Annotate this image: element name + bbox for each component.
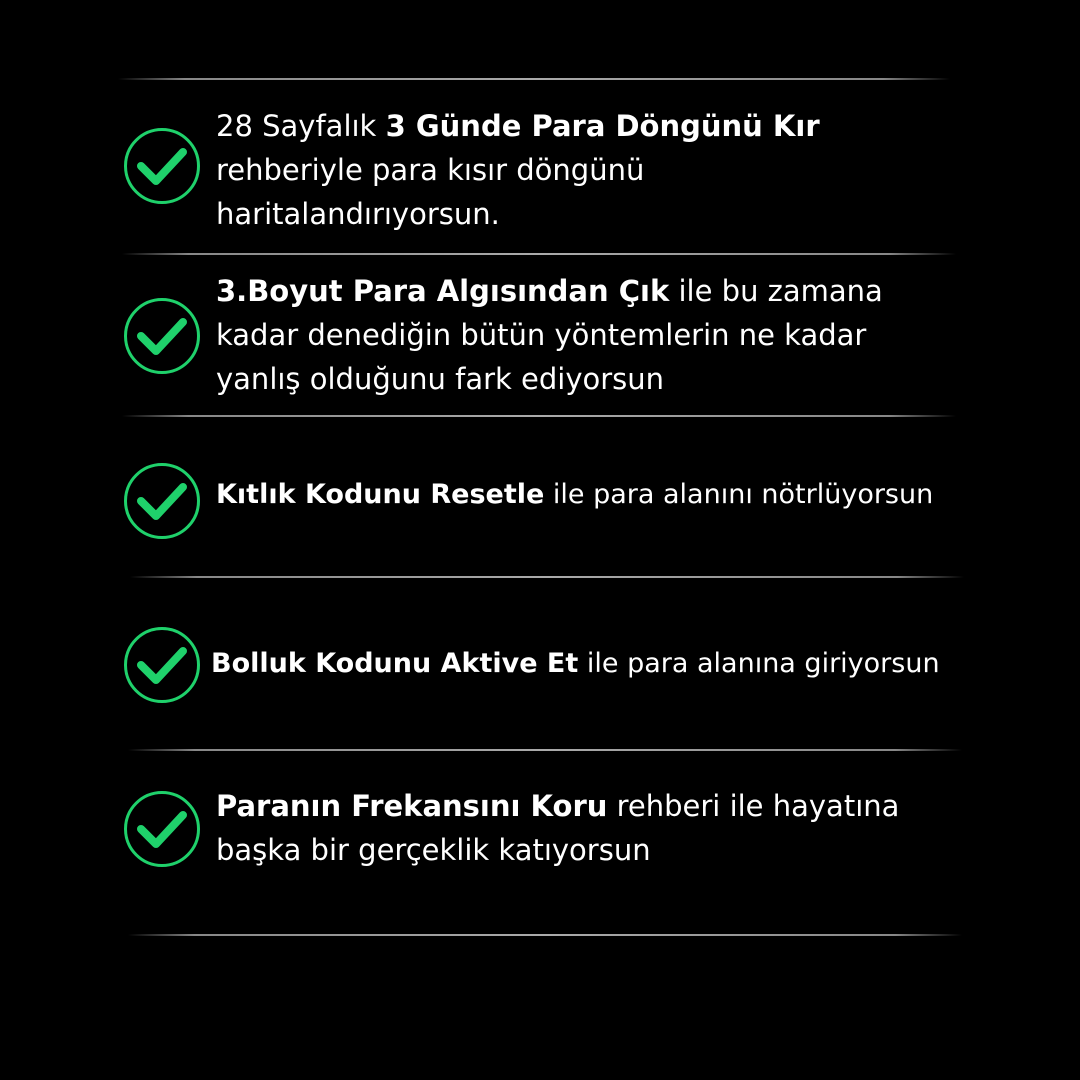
check-circle-icon — [123, 127, 201, 205]
item-title: 3 Günde Para Döngünü Kır — [385, 109, 820, 143]
item-description: rehberi ile hayatına başka bir gerçeklik katıyorsun — [216, 789, 900, 867]
item-title: 3.Boyut Para Algısından Çık — [216, 274, 670, 308]
item-title: Bolluk Kodunu Aktive Et — [211, 648, 579, 679]
item-description: ile bu zamana kadar denediğin bütün yöntemlerin ne kadar yanlış olduğunu fark ediyorsun — [216, 274, 883, 396]
check-circle-icon — [123, 462, 201, 540]
item-title: Kıtlık Kodunu Resetle — [216, 479, 545, 510]
item-text — [216, 104, 856, 236]
item-text — [216, 473, 933, 517]
item-description: ile para alanına giriyorsun — [578, 648, 940, 679]
divider-2 — [122, 415, 956, 417]
divider-3 — [130, 576, 964, 578]
item-description: rehberiyle para kısır döngünü haritalandırıyorsun. — [216, 153, 645, 231]
check-circle-icon — [123, 626, 201, 704]
item-prefix: 28 Sayfalık — [216, 109, 386, 143]
check-circle-icon — [123, 297, 201, 375]
item-description: ile para alanını nötrlüyorsun — [544, 479, 934, 510]
check-circle-icon — [123, 790, 201, 868]
divider-1 — [122, 253, 956, 255]
divider-4 — [128, 749, 962, 751]
item-text — [216, 269, 936, 401]
item-text — [216, 784, 936, 872]
item-title: Paranın Frekansını Koru — [216, 789, 608, 823]
divider-top — [118, 78, 950, 80]
item-text — [211, 642, 940, 686]
divider-bottom — [128, 934, 962, 936]
